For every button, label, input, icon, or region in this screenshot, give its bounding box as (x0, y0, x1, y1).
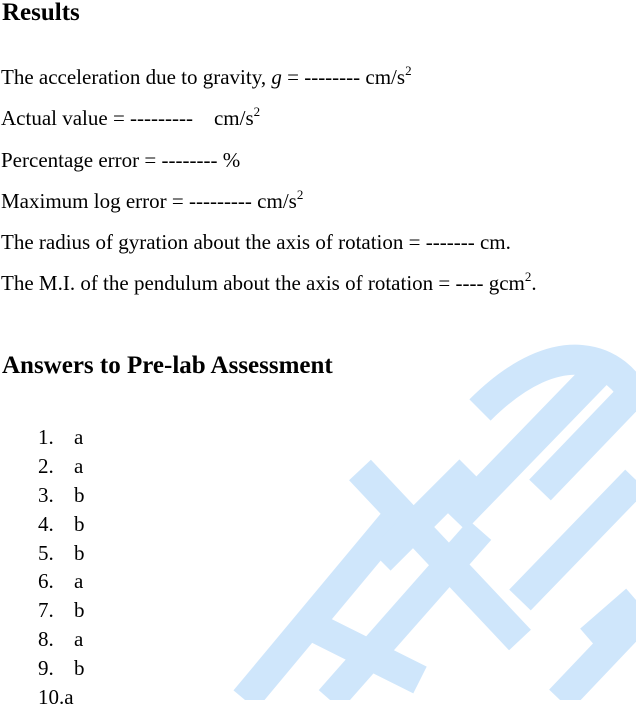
answer-number: 2. (38, 453, 54, 478)
answer-number: 5. (38, 540, 54, 565)
gravity-exponent: 2 (405, 63, 412, 78)
answer-letter: a (74, 627, 84, 652)
answer-letter: b (74, 656, 85, 681)
answer-letter: b (74, 511, 85, 536)
answer-letter: a (74, 569, 84, 594)
max-log-error-exponent: 2 (296, 187, 304, 202)
list-item (38, 423, 85, 452)
answer-number: 1. (38, 425, 54, 449)
answer-letter: b (74, 598, 85, 623)
prelab-heading: Answers to Pre-lab Assessment (2, 352, 333, 379)
actual-value-text: Actual value = --------- cm/s (1, 106, 254, 130)
list-item (38, 481, 85, 510)
moment-of-inertia-text: The M.I. of the pendulum about the axis of rotation = ---- gcm (1, 271, 525, 295)
list-item (38, 452, 85, 481)
max-log-error-text: Maximum log error = --------- cm/s (1, 189, 297, 213)
list-item (38, 596, 85, 625)
answer-letter: b (74, 482, 85, 507)
actual-value-exponent: 2 (253, 104, 261, 119)
list-item (38, 625, 85, 654)
answers-list (38, 423, 85, 712)
moment-of-inertia-line (1, 269, 537, 295)
answer-letter: b (74, 540, 85, 565)
answer-number: 8. (38, 627, 54, 652)
answer-number: 7. (38, 598, 54, 623)
gravity-prefix: The acceleration due to gravity, (1, 65, 272, 89)
actual-value-line (1, 104, 261, 130)
list-item (38, 539, 85, 568)
radius-of-gyration-line: The radius of gyration about the axis of rotation = ------- cm. (1, 230, 511, 254)
answer-number: 6. (38, 569, 54, 594)
results-heading: Results (2, 0, 80, 26)
gravity-symbol: g (271, 65, 282, 89)
gravity-value: = -------- cm/s (281, 65, 406, 89)
answer-letter: a (74, 425, 84, 449)
gravity-result-line (1, 63, 412, 89)
list-item (38, 510, 85, 539)
percentage-error-line: Percentage error = -------- % (1, 148, 241, 172)
max-log-error-line (1, 187, 304, 213)
answer-letter: a (64, 685, 74, 710)
answer-number: 9. (38, 656, 54, 681)
list-item (38, 567, 85, 596)
moment-of-inertia-exponent: 2 (524, 269, 532, 284)
list-item (38, 683, 85, 712)
list-item (38, 654, 85, 683)
answer-number: 3. (38, 482, 54, 507)
answer-number: 10. (38, 685, 65, 710)
answer-number: 4. (38, 511, 54, 536)
moment-of-inertia-end: . (531, 271, 537, 295)
answer-letter: a (74, 453, 84, 478)
